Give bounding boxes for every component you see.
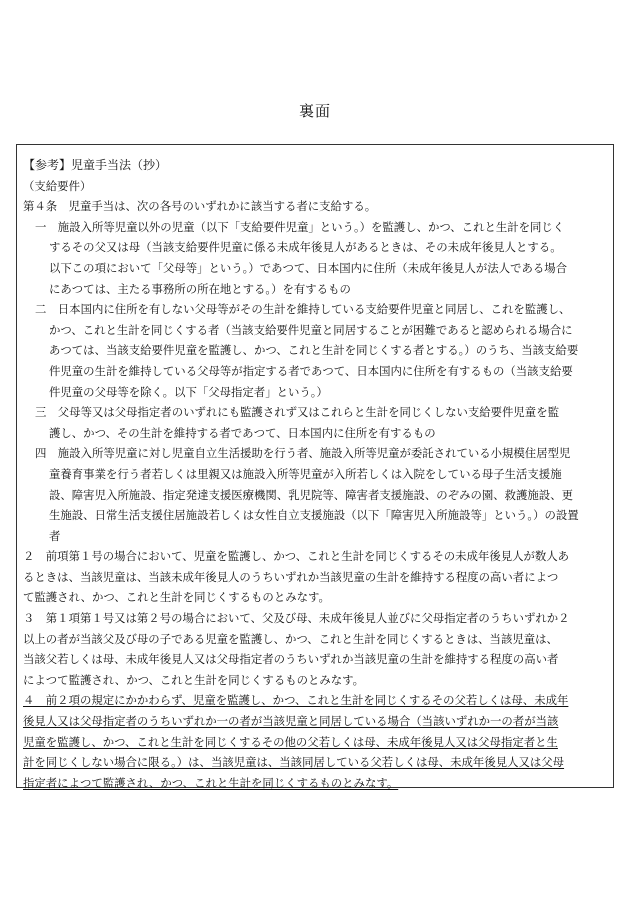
section-label: （支給要件） — [23, 178, 92, 193]
item-2-line: 件児童の生計を維持している父母等が指定する者であつて、日本国内に住所を有するもの（当該支給要 — [49, 363, 573, 378]
item-4-line: 四 施設入所等児童に対し児童自立生活援助を行う者、施設入所等児童が委託されている小規模住居型児 — [35, 446, 571, 461]
page-title: 裏面 — [298, 102, 331, 120]
item-4-line: 者 — [49, 528, 61, 543]
item-1-line: 一 施設入所等児童以外の児童（以下「支給要件児童」という。）を監護し、かつ、これと生計を同じく — [35, 219, 565, 234]
item-2-line: 二 日本国内に住所を有しない父母等がその生計を維持している支給要件児童と同居し、これを監護し、 — [35, 302, 571, 317]
item-1-line: 以下この項において「父母等」という。）であつて、日本国内に住所（未成年後見人が法人である場合 — [49, 260, 568, 275]
item-4-line: 生施設、日常生活支援住居施設若しくは女性自立支援施設（以下「障害児入所施設等」という。）の設置 — [49, 508, 579, 523]
item-1-line: にあつては、主たる事務所の所在地とする。）を有するもの — [49, 281, 351, 296]
reference-law-box — [16, 144, 614, 788]
item-3-line: 三 父母等又は父母指定者のいずれにも監護されず又はこれらと生計を同じくしない支給要件児童を監 — [35, 405, 559, 420]
article-4-line: 第４条 児童手当は、次の各号のいずれかに該当する者に支給する。 — [23, 199, 377, 214]
paragraph-4-line: 計を同じくしない場合に限る。）は、当該児童は、当該同居している父若しくは母、未成年後見人又は父母 — [23, 755, 565, 770]
reference-heading: 【参考】児童手当法（抄） — [23, 158, 168, 172]
item-4-line: 設、障害児入所施設、指定発達支援医療機関、乳児院等、障害者支援施設、のぞみの園、救護施設、更 — [49, 487, 573, 502]
item-2-line: あつては、当該支給要件児童を監護し、かつ、これと生計を同じくする者とする。）のうち、当該支給要 — [49, 343, 579, 358]
paragraph-4-line — [23, 773, 607, 794]
paragraph-4-last-text: 指定者によつて監護され、かつ、これと生計を同じくするものとみなす。 — [23, 775, 399, 790]
item-2-line: 件児童の父母等を除く。以下「父母指定者」という。） — [49, 384, 328, 399]
paragraph-3-line: 当該父若しくは母、未成年後見人又は父母指定者のうちいずれか当該児童の生計を維持する程度の高い者 — [23, 652, 559, 667]
item-1-line: するその父又は母（当該支給要件児童に係る未成年後見人があるときは、その未成年後見人とする。 — [49, 240, 562, 255]
item-3-line: 護し、かつ、その生計を維持する者であつて、日本国内に住所を有するもの — [49, 425, 436, 440]
item-4-line: 童養育事業を行う者若しくは里親又は施設入所等児童が入所若しくは入院をしている母子生活支援施 — [49, 466, 562, 481]
paragraph-2-line: て監護され、かつ、これと生計を同じくするものとみなす。 — [23, 590, 330, 605]
item-2-line: かつ、これと生計を同じくする者（当該支給要件児童と同居することが困難であると認められる場合に — [49, 322, 573, 337]
paragraph-3-line: ３ 第１項第１号又は第２号の場合において、父及び母、未成年後見人並びに父母指定者のうちいずれか２ — [23, 611, 570, 626]
paragraph-2-line: るときは、当該児童は、当該未成年後見人のうちいずれか当該児童の生計を維持する程度の高い者によつ — [23, 569, 559, 584]
paragraph-4-line: 児童を監護し、かつ、これと生計を同じくするその他の父若しくは母、未成年後見人又は父母指定者と生 — [23, 734, 558, 749]
paragraph-4-line: ４ 前２項の規定にかかわらず、児童を監護し、かつ、これと生計を同じくするその父若しくは母、未成年 — [23, 693, 569, 708]
paragraph-4-line: 後見人又は父母指定者のうちいずれか一の者が当該児童と同居している場合（当該いずれか一の者が当該 — [23, 714, 559, 729]
paragraph-3-line: 以上の者が当該父及び母の子である児童を監護し、かつ、これと生計を同じくするときは、当該児童は、 — [23, 631, 558, 646]
paragraph-3-line: によつて監護され、かつ、これと生計を同じくするものとみなす。 — [23, 672, 365, 687]
paragraph-2-line: ２ 前項第１号の場合において、児童を監護し、かつ、これと生計を同じくするその未成年後見人が数人あ — [23, 549, 570, 564]
